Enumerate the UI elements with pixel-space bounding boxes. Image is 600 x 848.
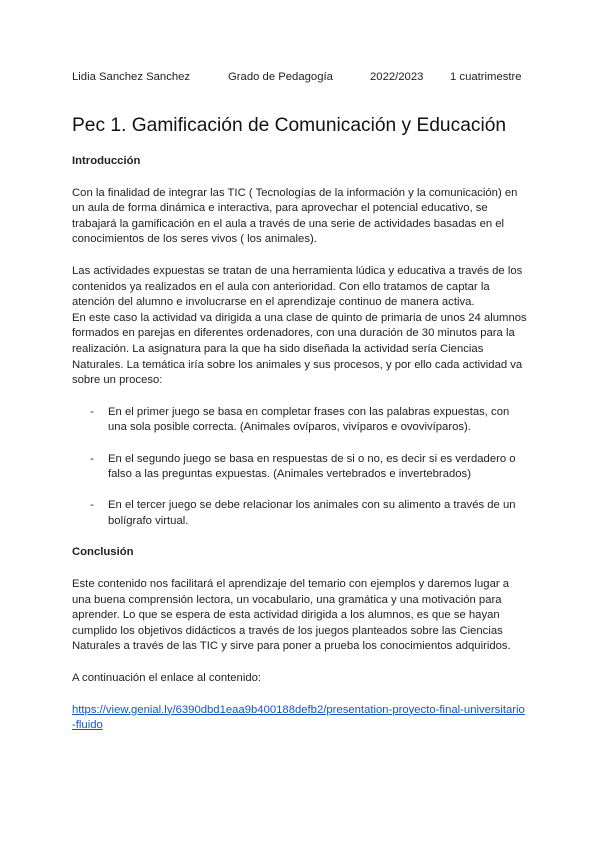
header-degree: Grado de Pedagogía xyxy=(228,71,333,83)
bullet-dash: - xyxy=(90,405,94,418)
bullet-dash: - xyxy=(90,499,94,512)
document-title: Pec 1. Gamificación de Comunicación y Educación xyxy=(72,115,507,136)
document-header xyxy=(72,71,540,87)
list-item xyxy=(72,452,528,483)
list-item xyxy=(72,498,528,529)
genially-link[interactable]: https://view.genial.ly/6390dbd1eaa9b400188defb2/presentation-proyecto-final-universitario-fluido xyxy=(72,703,525,732)
intro-heading: Introducción xyxy=(72,155,141,167)
content-link-line xyxy=(72,703,528,734)
list-item-text: En el segundo juego se basa en respuestas de si o no, es decir si es verdadero o falso a las preguntas expuestas. (Animales vertebrados e invertebrados) xyxy=(108,452,516,481)
document-body xyxy=(72,154,528,734)
link-intro-text: A continuación el enlace al contenido: xyxy=(72,672,262,685)
list-item xyxy=(72,405,528,436)
header-author: Lidia Sanchez Sanchez xyxy=(72,71,191,83)
intro-paragraph-1: Con la finalidad de integrar las TIC ( Tecnologías de la información y la comunicación) en un aula de forma dinámica e interactiva, para aprovechar el potencial educativo, se trabajará la gamificación en el aula a través de una serie de actividades basadas en el conocimientos de los seres vivos ( los animales). xyxy=(72,186,518,246)
header-year: 2022/2023 xyxy=(370,71,424,83)
conclusion-heading: Conclusión xyxy=(72,546,134,559)
intro-paragraph-3: En este caso la actividad va dirigida a una clase de quinto de primaria de unos 24 alumnos formados en parejas en diferentes ordenadores, con una duración de 30 minutos para la realización. La asignatura para la que ha sido diseñada la actividad sería Ciencias Naturales. La temática iría sobre los animales y sus procesos, y por ello cada actividad va sobre un proceso: xyxy=(72,311,527,387)
conclusion-paragraph: Este contenido nos facilitará el aprendizaje del temario con ejemplos y daremos lugar a una buena comprensión lectora, un vocabulario, una gramática y una motivación para aprender. Lo que se espera de esta actividad dirigida a los alumnos, es que se hayan cumplido los objetivos didácticos a través de los juegos planteados sobre las Ciencias Naturales a través de las TIC y sirve para poner a prueba los conocimientos adquiridos. xyxy=(72,578,511,653)
activity-list xyxy=(72,405,528,530)
list-item-text: En el tercer juego se debe relacionar los animales con su alimento a través de un bolígrafo virtual. xyxy=(108,499,516,527)
bullet-dash: - xyxy=(90,452,94,465)
list-item-text: En el primer juego se basa en completar frases con las palabras expuestas, con una sola posible correcta. (Animales ovíparos, vivíparos e ovovivíparos). xyxy=(108,405,510,434)
intro-paragraph-2: Las actividades expuestas se tratan de una herramienta lúdica y educativa a través de los contenidos ya realizados en el aula con anterioridad. Con ello tratamos de captar la atención del alumno e involucrarse en el aprendizaje continuo de manera activa. xyxy=(72,264,523,309)
header-term: 1 cuatrimestre xyxy=(450,71,522,83)
